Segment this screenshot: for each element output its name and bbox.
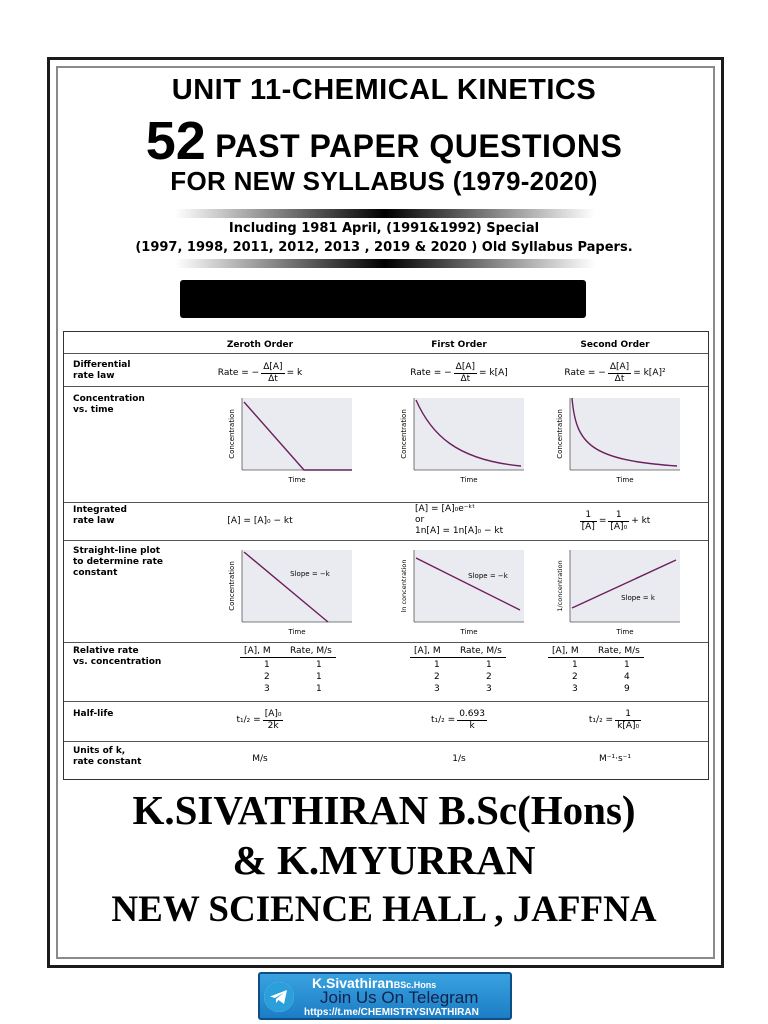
col-header: Rate, M/s (290, 646, 332, 656)
fraction (457, 709, 487, 732)
plot-second-conc (552, 394, 682, 486)
subtitle-text: PAST PAPER QUESTIONS (205, 128, 623, 164)
header-zeroth: Zeroth Order (226, 340, 294, 350)
plot-area (242, 550, 352, 622)
unit-title: UNIT 11-CHEMICAL KINETICS (171, 74, 597, 106)
cell: 3 (486, 684, 492, 694)
plot-first-conc (396, 394, 526, 486)
denominator: [A] (581, 522, 595, 532)
y-label: Concentration (228, 561, 236, 611)
plot-area (414, 550, 524, 622)
author-line-2: & K.MYURRAN (232, 837, 536, 883)
relative-second (548, 646, 648, 696)
half-life-zeroth (190, 709, 330, 732)
degree-text: BSc.Hons (393, 980, 437, 990)
fraction (608, 362, 631, 385)
x-label: Time (616, 476, 634, 484)
numerator: Δ[A] (609, 362, 630, 372)
numerator: 0.693 (459, 709, 485, 719)
col-header: Rate, M/s (598, 646, 640, 656)
decorative-band-top (175, 209, 595, 218)
author-line-1: K.SIVATHIRAN B.Sc(Hons) (132, 787, 636, 833)
plot-zeroth-linear (224, 546, 354, 638)
numerator: 1 (615, 709, 641, 721)
fraction (261, 362, 284, 385)
eq-text: t₁/₂ = (236, 715, 261, 725)
fraction (454, 362, 477, 385)
y-label: Concentration (228, 409, 236, 459)
label-text: Straight-line plot to determine rate constant (73, 546, 164, 578)
units-zeroth: M/s (252, 754, 268, 764)
row-divider (64, 540, 708, 541)
y-label: 1/concentration (556, 560, 564, 612)
eq-text: Rate = − (217, 368, 260, 378)
including-line-1: Including 1981 April, (1991&1992) Special (228, 221, 540, 236)
syllabus-line: FOR NEW SYLLABUS (1979-2020) (170, 166, 598, 196)
telegram-join-text: Join Us On Telegram (320, 988, 479, 1007)
plot-second-linear (552, 546, 682, 638)
denominator: k[A]₀ (617, 721, 640, 731)
eq-text: Rate = − (410, 368, 452, 378)
header-underline (548, 657, 644, 658)
cell: 3 (434, 684, 440, 694)
fraction (263, 709, 284, 732)
cell: 2 (486, 672, 492, 682)
row-divider (64, 386, 708, 387)
cell: 1 (316, 684, 322, 694)
cell: 1 (624, 660, 630, 670)
label-relative (73, 646, 161, 668)
denominator: [A]₀ (610, 522, 628, 532)
col-header: [A], M (244, 646, 271, 656)
fraction (608, 510, 629, 533)
plot-zeroth-conc (224, 394, 354, 486)
units-second: M⁻¹·s⁻¹ (598, 754, 632, 764)
name-text: K.Sivathiran (312, 975, 394, 991)
label-integrated (73, 505, 127, 527)
x-label: Time (616, 628, 634, 636)
relative-zeroth (240, 646, 340, 696)
y-label: Concentration (400, 409, 408, 459)
header-underline (240, 657, 336, 658)
label-text: Differential rate law (73, 360, 131, 381)
eq-text: = k[A]² (633, 368, 666, 378)
cell: 1 (434, 660, 440, 670)
label-conc-time (73, 394, 145, 416)
row-divider (64, 741, 708, 742)
denominator: k (469, 721, 475, 731)
numerator: 1 (580, 510, 597, 522)
redaction-bar (180, 280, 586, 318)
cell: 1 (316, 660, 322, 670)
diff-zeroth (190, 362, 330, 385)
x-label: Time (460, 476, 478, 484)
denominator: Δt (614, 374, 625, 384)
label-text: Half-life (73, 709, 114, 719)
header-underline (410, 657, 506, 658)
eq-line: [A] = [A]₀e⁻ᵏᵗ (415, 504, 476, 514)
eq-text: t₁/₂ = (431, 715, 456, 725)
label-text: Units of k, rate constant (73, 746, 142, 767)
col-header: Rate, M/s (460, 646, 502, 656)
eq-text: = k (286, 368, 303, 378)
institution-line: NEW SCIENCE HALL , JAFFNA (111, 889, 657, 930)
label-half-life (73, 709, 113, 720)
slope-label: Slope = −k (468, 572, 508, 580)
numerator: 1 (608, 510, 629, 522)
cell: 3 (572, 684, 578, 694)
integrated-first (389, 504, 529, 537)
half-life-first (389, 709, 529, 732)
label-text: Relative rate vs. concentration (73, 646, 162, 667)
col-header: [A], M (552, 646, 579, 656)
integrated-second (545, 510, 685, 533)
cell: 2 (434, 672, 440, 682)
fraction (615, 709, 641, 732)
units-first: 1/s (452, 754, 466, 764)
label-units (73, 746, 141, 768)
x-label: Time (460, 628, 478, 636)
denominator: Δt (460, 374, 471, 384)
label-text: Integrated rate law (73, 505, 127, 526)
label-text: Concentration vs. time (73, 394, 145, 415)
cell: 2 (572, 672, 578, 682)
row-divider (64, 701, 708, 702)
numerator: Δ[A] (263, 362, 283, 372)
plot-area (414, 398, 524, 470)
diff-second (545, 362, 685, 385)
row-divider (64, 502, 708, 503)
eq-text: + kt (631, 516, 651, 526)
eq-text: = k[A] (479, 368, 508, 378)
telegram-banner[interactable] (258, 972, 512, 1020)
denominator: Δt (268, 374, 278, 384)
cell: 2 (264, 672, 270, 682)
col-header: [A], M (414, 646, 441, 656)
numerator: [A]₀ (264, 709, 282, 719)
eq-line: or (415, 515, 425, 525)
header-first: First Order (431, 340, 487, 350)
fraction (580, 510, 597, 533)
plot-area (570, 550, 680, 622)
eq-text: = (598, 516, 607, 526)
x-label: Time (288, 628, 306, 636)
x-label: Time (288, 476, 306, 484)
subtitle (0, 110, 768, 172)
relative-first (410, 646, 510, 696)
plot-area (242, 398, 352, 470)
eq-text: t₁/₂ = (588, 715, 614, 725)
including-line-2: (1997, 1998, 2011, 2012, 2013 , 2019 & 2020 ) Old Syllabus Papers. (135, 240, 633, 255)
label-differential (73, 360, 130, 382)
slope-label: Slope = k (621, 594, 655, 602)
label-straight-line (73, 546, 163, 579)
decorative-band-bottom (175, 259, 595, 268)
eq-line: 1n[A] = 1n[A]₀ − kt (415, 526, 504, 536)
cell: 3 (264, 684, 270, 694)
question-count: 52 (145, 111, 206, 171)
cell: 1 (316, 672, 322, 682)
diff-first (389, 362, 529, 385)
y-label: ln concentration (400, 559, 408, 613)
cell: 1 (264, 660, 270, 670)
row-divider (64, 353, 708, 354)
slope-label: Slope = −k (290, 570, 330, 578)
y-label: Concentration (556, 409, 564, 459)
eq-text: Rate = − (564, 368, 606, 378)
kinetics-table (63, 331, 709, 780)
integrated-zeroth: [A] = [A]₀ − kt (227, 516, 293, 526)
row-divider (64, 642, 708, 643)
cell: 1 (572, 660, 578, 670)
cell: 1 (486, 660, 492, 670)
cell: 9 (624, 684, 630, 694)
numerator: Δ[A] (455, 362, 475, 372)
cell: 4 (624, 672, 630, 682)
plot-first-linear (396, 546, 526, 638)
denominator: 2k (267, 721, 279, 731)
telegram-link[interactable]: https://t.me/CHEMISTRYSIVATHIRAN (304, 1007, 479, 1018)
half-life-second (545, 709, 685, 732)
telegram-icon (264, 982, 294, 1012)
header-second: Second Order (580, 340, 650, 350)
